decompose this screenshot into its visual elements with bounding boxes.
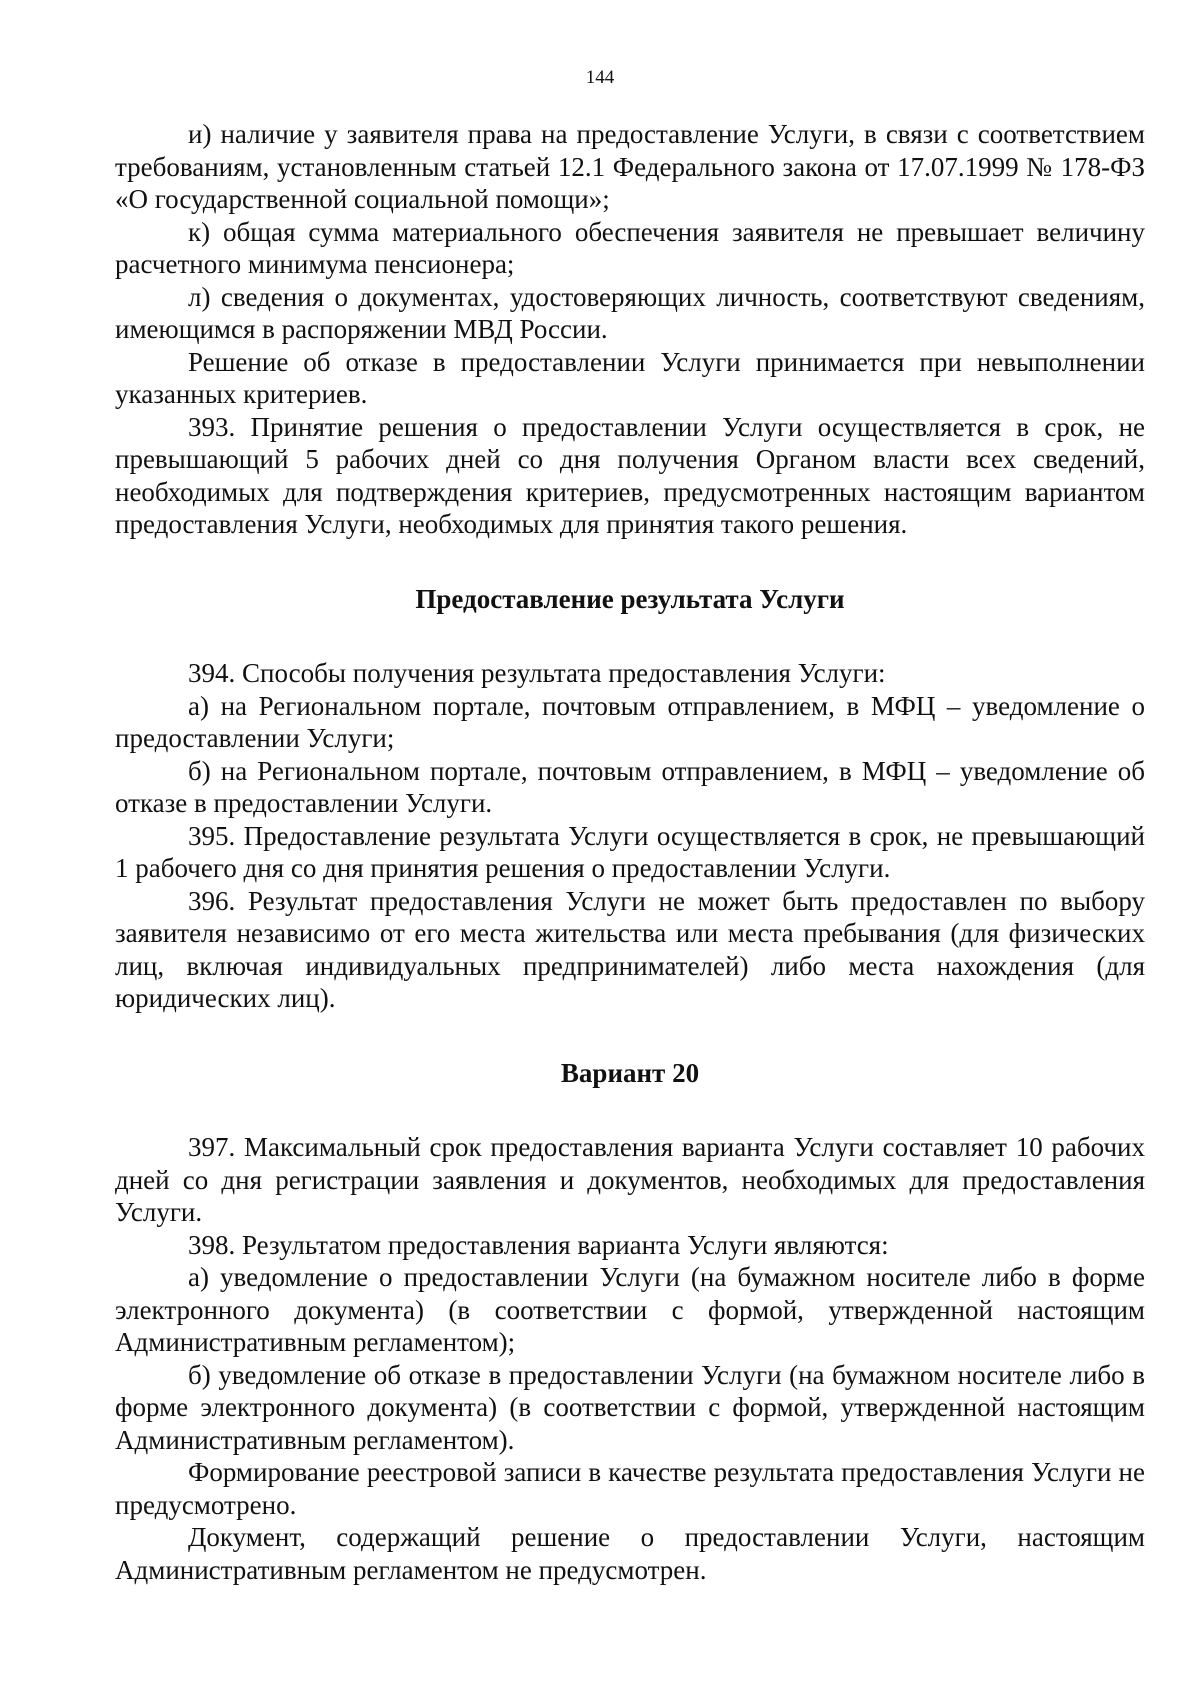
paragraph-398-b: б) уведомление об отказе в предоставлении Услуги (на бумажном носителе либо в форме электронного документа) (в соответствии с формой, утвержденной настоящим Административным регламентом). — [115, 1359, 1145, 1455]
paragraph-decision-document: Документ, содержащий решение о предоставлении Услуги, настоящим Административным регламентом не предусмотрен. — [115, 1522, 1145, 1585]
paragraph-398-a: а) уведомление о предоставлении Услуги (на бумажном носителе либо в форме электронного документа) (в соответствии с формой, утвержденной настоящим Административным регламентом); — [115, 1262, 1145, 1357]
paragraph-393: 393. Принятие решения о предоставлении Услуги осуществляется в срок, не превышающий 5 рабочих дней со дня получения Органом власти всех сведений, необходимых для подтверждения критериев, предусмотренных настоящим вариантом предоставления Услуги, необходимых для принятия такого решения. — [115, 411, 1145, 539]
paragraph-refusal-decision: Решение об отказе в предоставлении Услуги принимается при невыполнении указанных критериев. — [115, 346, 1145, 409]
document-body — [115, 118, 1145, 1586]
paragraph-criterion-l: л) сведения о документах, удостоверяющих личность, соответствуют сведениям, имеющимся в распоряжении МВД России. — [115, 281, 1145, 344]
paragraph-394-b: б) на Региональном портале, почтовым отправлением, в МФЦ – уведомление об отказе в предоставлении Услуги. — [115, 755, 1145, 818]
paragraph-394: 394. Способы получения результата предоставления Услуги: — [188, 658, 886, 688]
paragraph-397: 397. Максимальный срок предоставления варианта Услуги составляет 10 рабочих дней со дня регистрации заявления и документов, необходимых для предоставления Услуги. — [115, 1132, 1145, 1227]
paragraph-394-a: а) на Региональном портале, почтовым отправлением, в МФЦ – уведомление о предоставлении Услуги; — [115, 690, 1145, 753]
paragraph-criterion-k: к) общая сумма материального обеспечения заявителя не превышает величину расчетного минимума пенсионера; — [115, 216, 1145, 279]
paragraph-396: 396. Результат предоставления Услуги не может быть предоставлен по выбору заявителя независимо от его места жительства или места пребывания (для физических лиц, включая индивидуальных предпринимателей) либо места нахождения (для юридических лиц). — [115, 885, 1145, 1013]
paragraph-398: 398. Результатом предоставления варианта Услуги являются: — [188, 1229, 889, 1260]
page-number: 144 — [585, 67, 615, 88]
paragraph-criterion-i: и) наличие у заявителя права на предоставление Услуги, в связи с соответствием требованиям, установленным статьей 12.1 Федерального закона от 17.07.1999 № 178-ФЗ «О государственной социальной помощи»; — [115, 119, 1145, 214]
section-heading-result: Предоставление результата Услуги — [415, 583, 845, 614]
paragraph-registry-record: Формирование реестровой записи в качестве результата предоставления Услуги не предусмотрено. — [115, 1457, 1145, 1520]
paragraph-395: 395. Предоставление результата Услуги осуществляется в срок, не превышающий 1 рабочего дня со дня принятия решения о предоставлении Услуги. — [115, 820, 1145, 883]
section-heading-variant: Вариант 20 — [560, 1057, 700, 1088]
